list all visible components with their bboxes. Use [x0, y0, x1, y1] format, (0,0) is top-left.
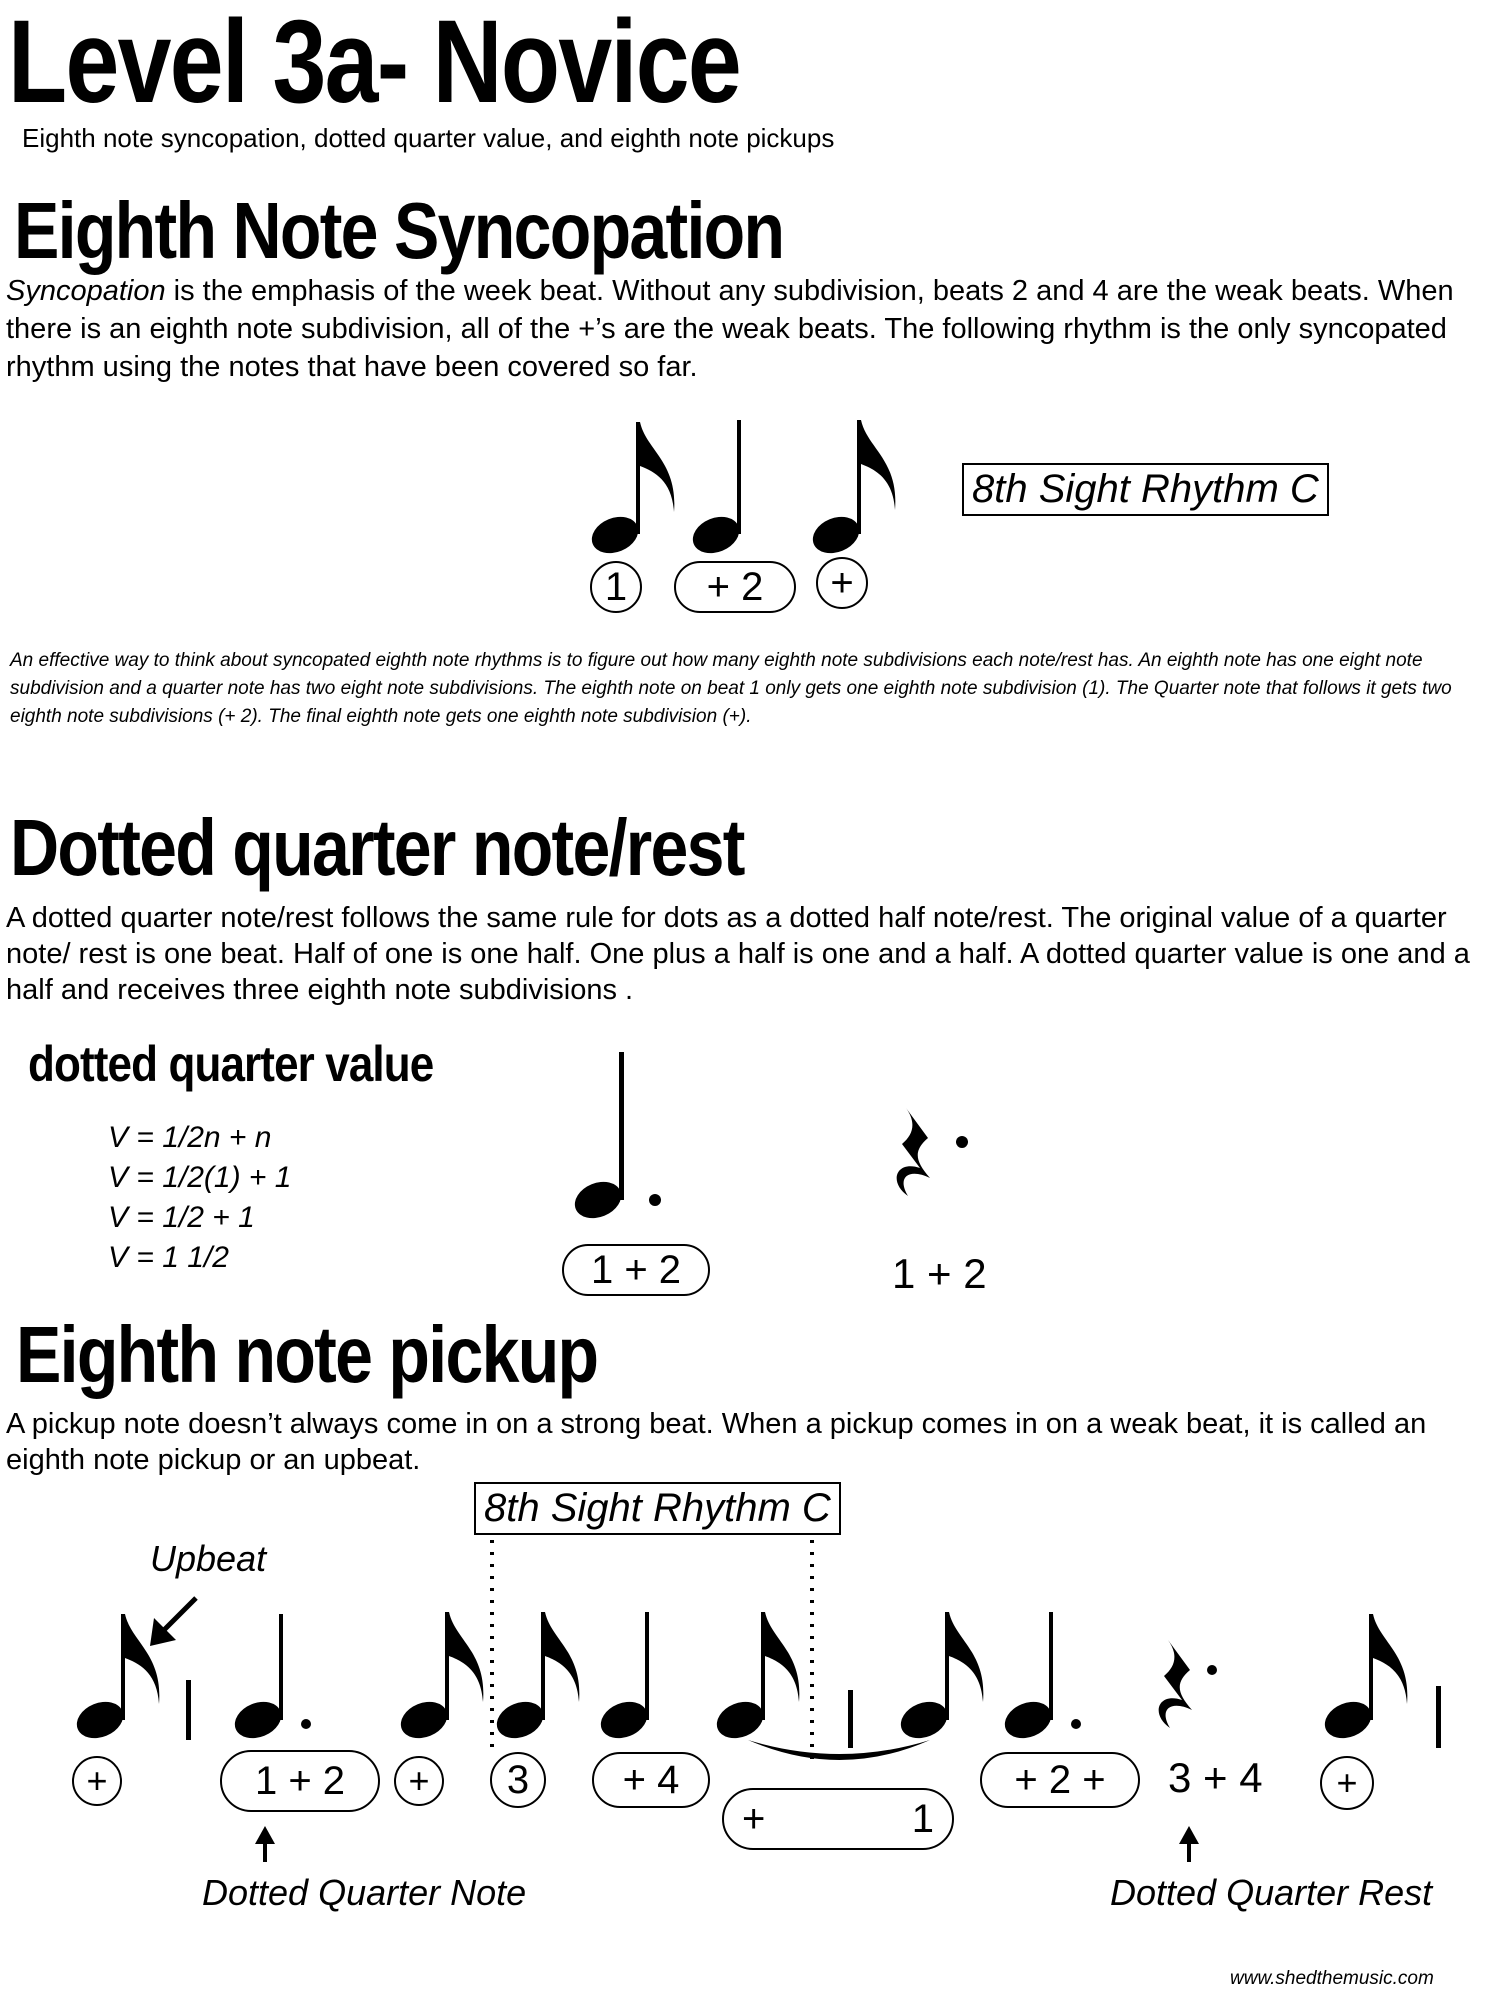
upbeat-label: Upbeat	[150, 1538, 267, 1579]
syncopation-term: Syncopation	[6, 275, 166, 307]
formula-1: V = 1/2n + n	[108, 1121, 272, 1154]
pickup-count-2: 1 + 2	[220, 1750, 380, 1812]
pickup-paragraph: A pickup note doesn’t always come in on a strong beat. When a pickup comes in on a weak beat, it is called an eighth note pickup or an upbeat.	[6, 1408, 1427, 1476]
sync-eighth-note-2	[807, 420, 895, 560]
pickup-dotted-rest	[1159, 1640, 1217, 1728]
pickup-eighth-6	[1319, 1614, 1407, 1745]
formula-4: V = 1 1/2	[108, 1241, 229, 1274]
upbeat-arrow	[150, 1598, 196, 1646]
rhythm-label-box-2: 8th Sight Rhythm C	[474, 1482, 841, 1535]
syncopation-text: is the emphasis of the week beat. Without any subdivision, beats 2 and 4 are the weak beats. When there is an eighth note subdivision, all of the +’s are the weak beats. The following rhythm is the only syncopated rhythm using the notes that have been covered so far.	[6, 275, 1454, 383]
barline-3	[1436, 1686, 1441, 1748]
formula-2: V = 1/2(1) + 1	[108, 1161, 292, 1194]
footer-url: www.shedthemusic.com	[1230, 1968, 1434, 1989]
dotted-quarter-note-label: Dotted Quarter Note	[202, 1872, 527, 1913]
sync-quarter-note	[687, 420, 744, 560]
pickup-eighth-3	[491, 1612, 579, 1745]
pickup-count-5: + 4	[592, 1752, 710, 1808]
section-heading-syncopation: Eighth Note Syncopation	[14, 186, 784, 275]
page-title: Level 3a- Novice	[8, 0, 741, 128]
count-bubble-1: 1	[590, 561, 642, 613]
pickup-eighth-1	[71, 1614, 159, 1745]
pickup-eighth-5	[895, 1612, 983, 1745]
pickup-count-1: +	[72, 1756, 122, 1806]
dotted-value-subheading: dotted quarter value	[28, 1036, 434, 1092]
pickup-eighth-2	[395, 1612, 483, 1745]
pickup-count-3: +	[394, 1756, 444, 1806]
pickup-count-tied-left: +	[742, 1796, 766, 1841]
count-bubble-3: +	[816, 557, 868, 609]
barline-1	[186, 1680, 191, 1740]
pickup-count-7: + 2 +	[980, 1752, 1140, 1808]
pickup-quarter-1	[595, 1612, 652, 1745]
sync-eighth-note-1	[586, 422, 674, 560]
dotted-rest-count: 1 + 2	[892, 1250, 987, 1297]
pickup-count-9: +	[1320, 1756, 1374, 1810]
pickup-count-tied-right: 1	[911, 1796, 934, 1841]
pickup-dotted-quarter-2	[999, 1612, 1081, 1745]
pickup-eighth-4	[711, 1612, 799, 1745]
page-subtitle: Eighth note syncopation, dotted quarter value, and eighth note pickups	[22, 123, 835, 153]
syncopation-explanation: An effective way to think about syncopated eighth note rhythms is to figure out how many eighth note subdivisions each note/rest has. An eighth note has one eight note subdivision and a quarter note has two eight note subdivisions. The eighth note on beat 1 only gets one eighth note subdivision (1). The Quarter note that follows it gets two eighth note subdivisions (+ 2). The final eighth note gets one eighth note subdivision (+).	[10, 650, 1452, 727]
dotted-rest-arrow	[1179, 1826, 1199, 1862]
dotted-paragraph: A dotted quarter note/rest follows the same rule for dots as a dotted half note/rest. The original value of a quarter note/ rest is one beat. Half of one is one half. One plus a half is one and a half. A dotted quarter value is one and a half and receives three eighth note subdivisions .	[6, 902, 1470, 1006]
formula-3: V = 1/2 + 1	[108, 1201, 255, 1234]
tie-arc	[748, 1740, 930, 1760]
dotted-quarter-rest-label: Dotted Quarter Rest	[1110, 1872, 1433, 1913]
count-bubble-2: + 2	[674, 561, 796, 613]
barline-2	[848, 1690, 853, 1748]
section-heading-dotted: Dotted quarter note/rest	[10, 803, 744, 892]
dotted-quarter-note	[569, 1052, 661, 1225]
pickup-dotted-quarter	[229, 1614, 311, 1745]
section-heading-pickup: Eighth note pickup	[16, 1310, 598, 1399]
rhythm-label-box-1: 8th Sight Rhythm C	[962, 463, 1329, 516]
dotted-quarter-rest	[897, 1108, 968, 1196]
pickup-count-4: 3	[490, 1752, 546, 1808]
dotted-note-count: 1 + 2	[562, 1244, 710, 1296]
dotted-note-arrow	[255, 1826, 275, 1862]
pickup-count-8: 3 + 4	[1168, 1754, 1263, 1801]
